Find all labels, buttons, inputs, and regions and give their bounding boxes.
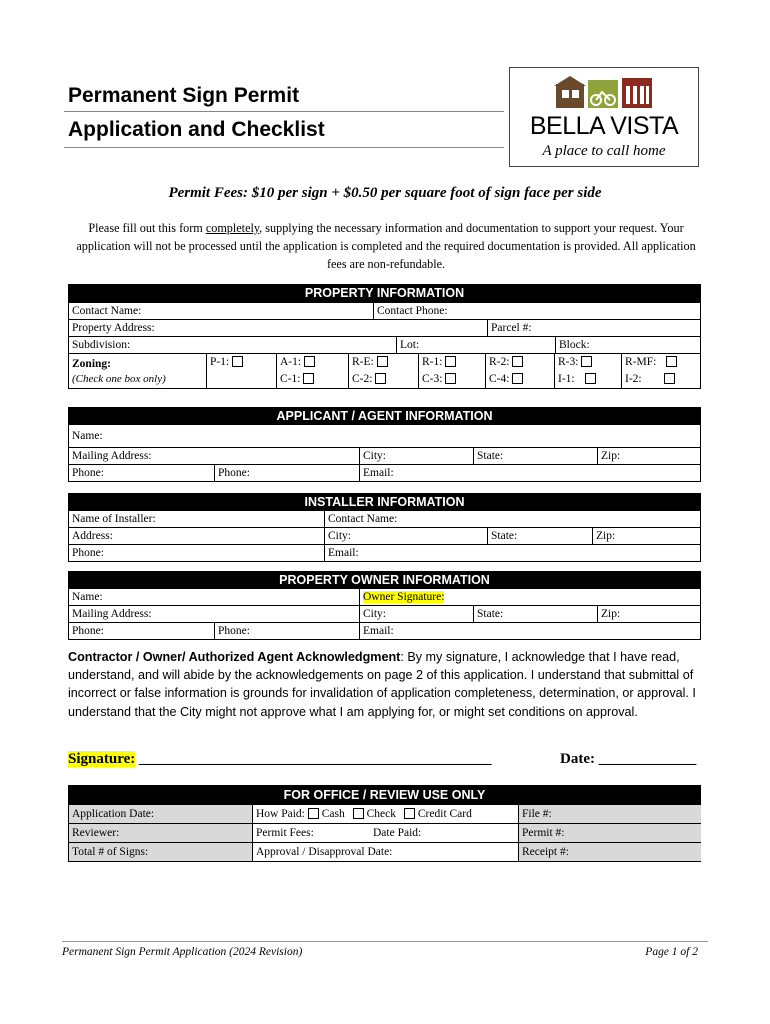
zoning-label: Zoning:	[72, 358, 111, 370]
zone-rmf[interactable]: R-MF:	[622, 354, 677, 370]
owner-signature-label: Owner Signature:	[363, 591, 445, 603]
zone-i2[interactable]: I-2:	[622, 371, 675, 387]
table-row	[69, 622, 700, 639]
permit-fees: Permit Fees: $10 per sign + $0.50 per square foot of sign face per side	[168, 185, 602, 201]
reviewer-field[interactable]: Reviewer:	[69, 824, 252, 842]
applicant-agent-section	[68, 407, 701, 482]
permit-fees-field[interactable]: Permit Fees:	[252, 824, 370, 842]
installer-phone-field[interactable]: Phone:	[72, 547, 104, 559]
intro-text-b: , supplying the necessary information and documentation to support your request. Your application will not be processed until the application is completed and the required documentation is provided. All application fees are non-refundable.	[76, 221, 696, 271]
installer-email-field[interactable]: Email:	[324, 545, 701, 561]
applicant-name-field[interactable]: Name:	[72, 430, 103, 442]
credit-card-label: Credit Card	[417, 808, 472, 820]
intro-text-a: Please fill out this form	[88, 221, 206, 235]
installer-name-field[interactable]: Name of Installer:	[72, 513, 156, 525]
check-label: Check	[366, 808, 397, 820]
zone-c3[interactable]: C-3:	[419, 371, 456, 387]
acknowledgment-paragraph	[68, 648, 708, 721]
applicant-city-field[interactable]: City:	[359, 448, 473, 464]
installer-zip-field[interactable]: Zip:	[592, 528, 701, 544]
table-row	[69, 425, 700, 447]
file-number-field[interactable]: File #:	[518, 805, 701, 823]
zone-r1[interactable]: R-1:	[419, 354, 456, 370]
applicant-state-field[interactable]: State:	[473, 448, 597, 464]
installer-section	[68, 493, 701, 562]
applicant-phone-2-field[interactable]: Phone:	[214, 465, 359, 481]
zoning-row	[69, 353, 700, 388]
how-paid-field[interactable]	[252, 805, 518, 823]
owner-city-field[interactable]: City:	[359, 606, 473, 622]
checkbox[interactable]	[664, 373, 675, 384]
owner-mailing-address-field[interactable]: Mailing Address:	[72, 608, 152, 620]
checkbox[interactable]	[304, 356, 315, 367]
table-row	[69, 823, 700, 842]
checkbox[interactable]	[512, 356, 523, 367]
owner-phone-field[interactable]: Phone:	[72, 625, 104, 637]
table-row	[69, 527, 700, 544]
table-row	[69, 511, 700, 527]
installer-state-field[interactable]: State:	[487, 528, 592, 544]
permit-number-field[interactable]: Permit #:	[518, 824, 701, 842]
application-date-field[interactable]: Application Date:	[69, 805, 252, 823]
acknowledgment-heading: Contractor / Owner/ Authorized Agent Acknowledgment	[68, 650, 401, 664]
section-heading: INSTALLER INFORMATION	[69, 494, 700, 511]
applicant-zip-field[interactable]: Zip:	[597, 448, 701, 464]
section-heading: PROPERTY INFORMATION	[69, 285, 700, 302]
zone-p1[interactable]: P-1:	[207, 354, 243, 370]
intro-underlined: completely	[205, 221, 260, 235]
checkbox[interactable]	[375, 373, 386, 384]
footer-document-name: Permanent Sign Permit Application (2024 Revision)	[62, 946, 303, 958]
zone-r2[interactable]: R-2:	[486, 354, 523, 370]
checkbox[interactable]	[585, 373, 596, 384]
receipt-number-field[interactable]: Receipt #:	[518, 843, 701, 861]
subdivision-field[interactable]: Subdivision:	[72, 339, 131, 351]
cash-checkbox[interactable]	[308, 808, 319, 819]
owner-name-field[interactable]: Name:	[72, 591, 103, 603]
how-paid-label: How Paid:	[256, 808, 305, 820]
section-heading: FOR OFFICE / REVIEW USE ONLY	[69, 786, 700, 805]
zone-a1[interactable]: A-1:	[277, 354, 315, 370]
checkbox[interactable]	[445, 373, 456, 384]
contact-phone-field[interactable]: Contact Phone:	[373, 303, 701, 319]
zone-c4[interactable]: C-4:	[486, 371, 523, 387]
owner-email-field[interactable]: Email:	[359, 623, 701, 639]
approval-date-field[interactable]: Approval / Disapproval Date:	[252, 843, 518, 861]
cash-label: Cash	[321, 808, 345, 820]
checkbox[interactable]	[232, 356, 243, 367]
applicant-phone-field[interactable]: Phone:	[72, 467, 104, 479]
section-heading: APPLICANT / AGENT INFORMATION	[69, 408, 700, 425]
signature-underline[interactable]: _______________________________________________	[138, 751, 492, 767]
section-heading: PROPERTY OWNER INFORMATION	[69, 572, 700, 589]
bella-vista-logo	[509, 67, 699, 167]
installer-address-field[interactable]: Address:	[72, 530, 113, 542]
logo-buildings-icon	[554, 74, 656, 110]
signature-label: Signature:	[68, 751, 136, 767]
signature-line[interactable]	[68, 751, 491, 768]
installer-city-field[interactable]: City:	[324, 528, 487, 544]
date-line[interactable]	[560, 751, 696, 768]
property-owner-section	[68, 571, 701, 640]
footer-divider	[62, 941, 708, 942]
title-divider	[64, 111, 504, 112]
intro-paragraph	[66, 219, 706, 273]
zone-i1[interactable]: I-1:	[555, 371, 596, 387]
block-field[interactable]: Block:	[555, 337, 701, 353]
logo-name: BELLA VISTA	[529, 112, 679, 140]
applicant-email-field[interactable]: Email:	[359, 465, 701, 481]
table-row	[69, 447, 700, 464]
checkbox[interactable]	[581, 356, 592, 367]
table-row	[69, 302, 700, 319]
title-divider-bottom	[64, 147, 504, 148]
owner-signature-field[interactable]	[359, 589, 701, 605]
owner-zip-field[interactable]: Zip:	[597, 606, 701, 622]
zone-re[interactable]: R-E:	[349, 354, 388, 370]
contact-name-field[interactable]: Contact Name:	[72, 305, 142, 317]
owner-phone-2-field[interactable]: Phone:	[214, 623, 359, 639]
office-use-section	[68, 785, 701, 862]
check-checkbox[interactable]	[353, 808, 364, 819]
logo-tagline: A place to call home	[542, 143, 666, 159]
zone-c2[interactable]: C-2:	[349, 371, 386, 387]
parcel-field[interactable]: Parcel #:	[487, 320, 701, 336]
installer-contact-name-field[interactable]: Contact Name:	[324, 511, 701, 527]
table-row	[69, 464, 700, 481]
lot-field[interactable]: Lot:	[396, 337, 556, 353]
total-signs-field[interactable]: Total # of Signs:	[69, 843, 252, 861]
zone-c1[interactable]: C-1:	[277, 371, 314, 387]
zone-r3[interactable]: R-3:	[555, 354, 592, 370]
checkbox[interactable]	[377, 356, 388, 367]
table-row	[69, 605, 700, 622]
checkbox[interactable]	[512, 373, 523, 384]
checkbox[interactable]	[445, 356, 456, 367]
checkbox[interactable]	[303, 373, 314, 384]
property-information-section	[68, 284, 701, 389]
table-row	[69, 544, 700, 561]
property-address-field[interactable]: Property Address:	[72, 322, 155, 334]
date-label: Date:	[560, 751, 595, 767]
form-title-line-2: Application and Checklist	[68, 118, 325, 141]
owner-state-field[interactable]: State:	[473, 606, 597, 622]
footer-page-number: Page 1 of 2	[645, 946, 698, 958]
table-row	[69, 319, 700, 336]
zoning-note: (Check one box only)	[72, 373, 166, 385]
applicant-mailing-address-field[interactable]: Mailing Address:	[72, 450, 152, 462]
table-row	[69, 842, 700, 861]
acknowledgment-text: : By my signature, I acknowledge that I have read, understand, and will abide by the acknowledgements on page 2 of this application. I understand that submittal of incorrect or false information is grounds for invalidation of application completeness, determination, or approval. I understand that the City might not approve what I am applying for, or might set conditions on approval.	[68, 650, 696, 719]
credit-card-checkbox[interactable]	[404, 808, 415, 819]
date-underline[interactable]: _____________	[598, 751, 697, 767]
table-row	[69, 805, 700, 823]
table-row	[69, 589, 700, 605]
form-title-line-1: Permanent Sign Permit	[68, 84, 300, 107]
table-row	[69, 336, 700, 353]
date-paid-field[interactable]: Date Paid:	[373, 827, 422, 839]
checkbox[interactable]	[666, 356, 677, 367]
